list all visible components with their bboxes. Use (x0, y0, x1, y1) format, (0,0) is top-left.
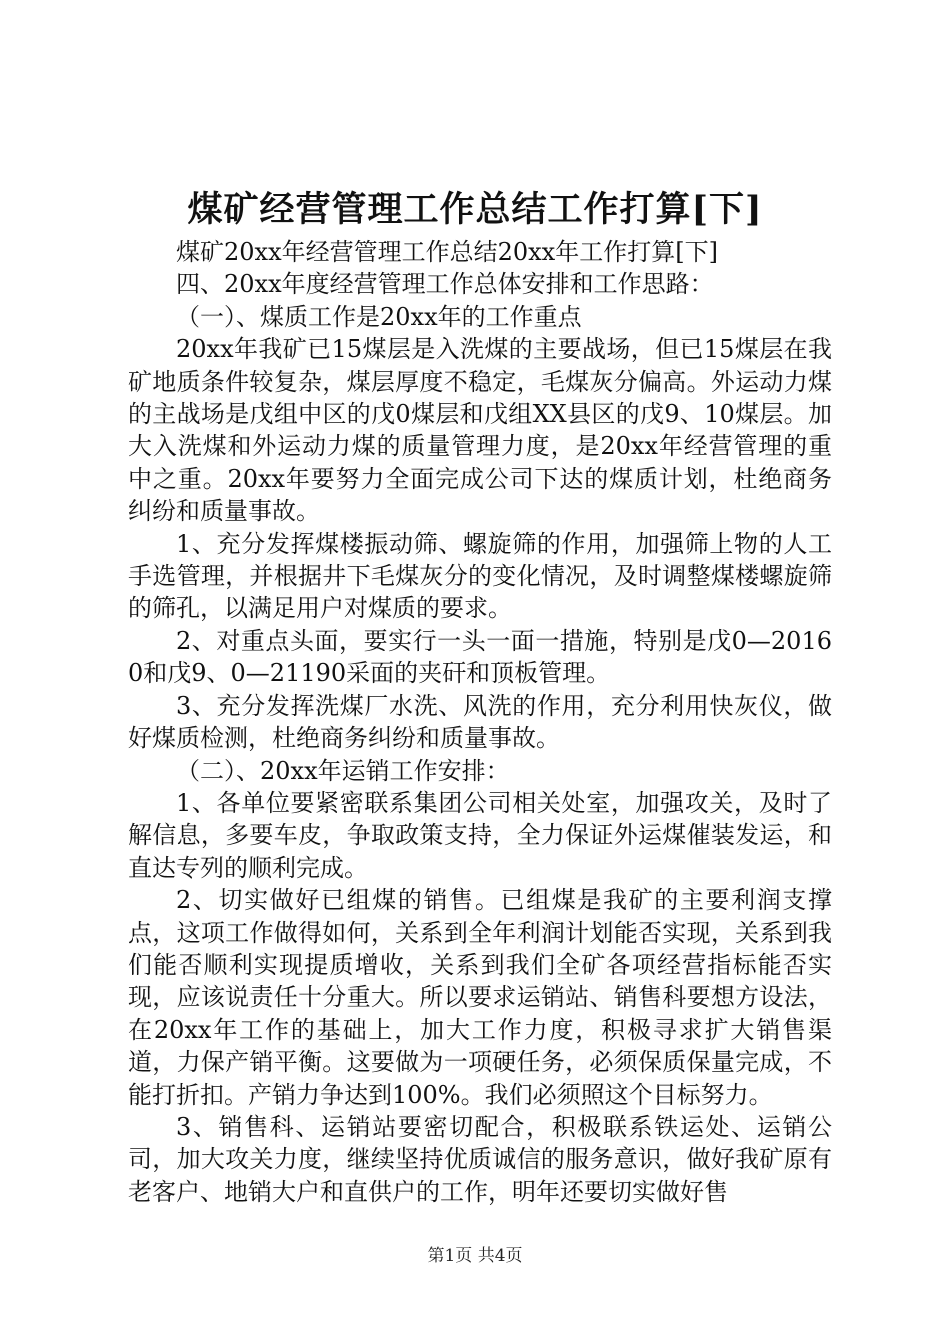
paragraph-section-transport-sales: （二）、20xx年运销工作安排： (176, 756, 510, 785)
paragraph-coal-quality-intro: 20xx年我矿已15煤层是入洗煤的主要战场，但已15煤层在我矿地质条件较复杂，煤层厚度不稳定，毛煤灰分偏高。外运动力煤的主战场是戊组中区的戊0煤层和戊组XX县区的戊9、10煤层。加大入洗煤和外运动力煤的质量管理力度，是20xx年经营管理的重中之重。20xx年要努力全面完成公司下达的煤质计划，杜绝商务纠纷和质量事故。 (128, 335, 832, 526)
paragraph-sales-item-1: 1、各单位要紧密联系集团公司相关处室，加强攻关，及时了解信息，多要车皮，争取政策支持，全力保证外运煤催装发运，和直达专列的顺利完成。 (128, 788, 832, 882)
paragraph-sales-item-3: 3、销售科、运销站要密切配合，积极联系铁运处、运销公司，加大攻关力度，继续坚持优质诚信的服务意识，做好我矿原有老客户、地销大户和直供户的工作，明年还要切实做好售 (128, 1112, 832, 1206)
paragraph-quality-item-3: 3、充分发挥洗煤厂水洗、风洗的作用，充分利用快灰仪，做好煤质检测，杜绝商务纠纷和质量事故。 (128, 691, 832, 753)
document-body (128, 236, 832, 1208)
paragraph-quality-item-2: 2、对重点头面，要实行一头一面一措施，特别是戊0—20160和戊9、0—21190采面的夹矸和顶板管理。 (128, 626, 832, 688)
paragraph-section-coal-quality: （一）、煤质工作是20xx年的工作重点 (176, 302, 582, 331)
paragraph-quality-item-1: 1、充分发挥煤楼振动筛、螺旋筛的作用，加强筛上物的人工手选管理，并根据井下毛煤灰分的变化情况，及时调整煤楼螺旋筛的筛孔，以满足用户对煤质的要求。 (128, 529, 832, 623)
paragraph-subtitle: 煤矿20xx年经营管理工作总结20xx年工作打算[下] (176, 238, 718, 266)
document-title: 煤矿经营管理工作总结工作打算[下] (187, 189, 763, 230)
paragraph-section-four: 四、20xx年度经营管理工作总体安排和工作思路： (176, 270, 714, 299)
page-number-footer: 第1页 共4页 (427, 1246, 523, 1266)
paragraph-sales-item-2: 2、切实做好已组煤的销售。已组煤是我矿的主要利润支撑点，这项工作做得如何，关系到全年利润计划能否实现，关系到我们能否顺利实现提质增收，关系到我们全矿各项经营指标能否实现，应该说责任十分重大。所以要求运销站、销售科要想方设法，在20xx年工作的基础上，加大工作力度，积极寻求扩大销售渠道，力保产销平衡。这要做为一项硬任务，必须保质保量完成，不能打折扣。产销力争达到100%。我们必须照这个目标努力。 (128, 886, 832, 1109)
